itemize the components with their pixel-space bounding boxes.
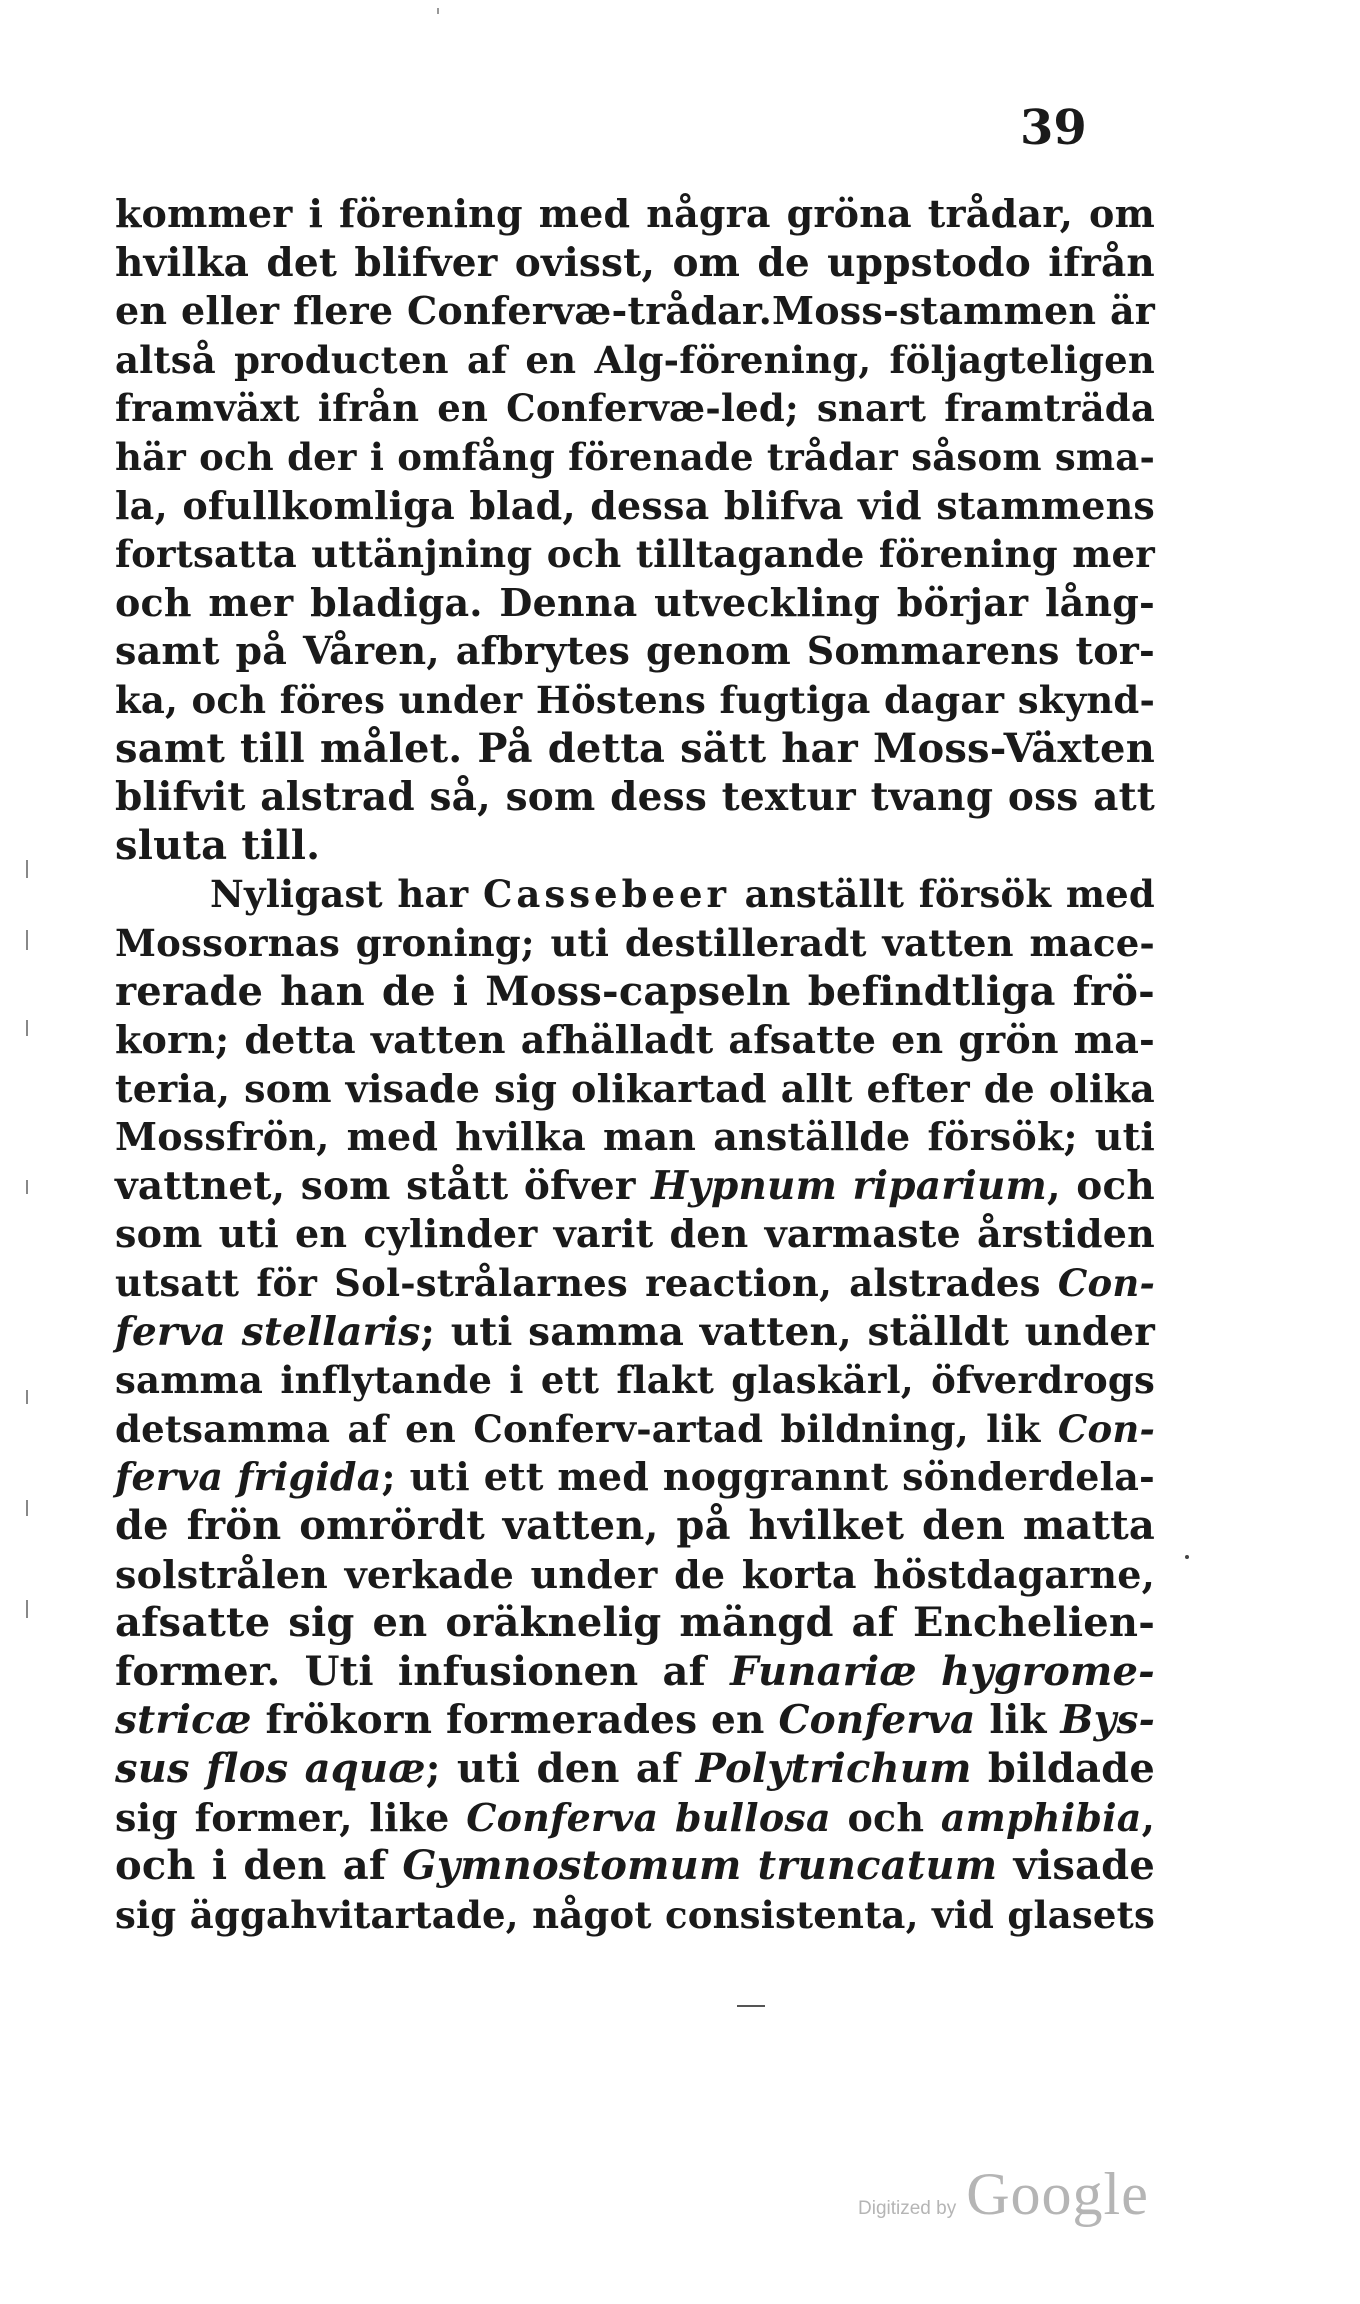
italic-species-name: Con-	[1057, 1261, 1155, 1306]
left-margin-marks	[26, 860, 32, 1660]
watermark-small-text: Digitized by	[858, 2198, 957, 2219]
italic-species-name: ferva stellaris	[115, 1308, 421, 1355]
scan-artifact-mark	[437, 8, 439, 14]
text-line: Mossornas groning; uti destilleradt vatten mace-	[115, 920, 1155, 965]
margin-mark	[26, 1020, 28, 1036]
text-line: rerade han de i Moss-capseln befindtliga frö-	[115, 967, 1155, 1015]
text-line: blifvit alstrad så, som dess textur tvang oss att	[115, 774, 1155, 821]
italic-species-name: ferva frigida	[115, 1454, 382, 1500]
italic-species-name: Bys-	[1060, 1697, 1155, 1744]
footer-mark	[737, 2005, 765, 2007]
text-line: la, ofullkomliga blad, dessa blifva vid stammens	[115, 482, 1155, 528]
text-line: altså producten af en Alg-förening, följagteligen	[115, 337, 1155, 382]
text-line: och i den af Gymnostomum truncatum visade	[115, 1842, 1155, 1890]
text-line: kommer i förening med några gröna trådar, om	[115, 191, 1155, 236]
text-line: sig former, like Conferva bullosa och amphibia,	[115, 1794, 1155, 1840]
text-line: en eller flere Confervæ-trådar.Moss-stammen är	[115, 288, 1155, 334]
spaced-name: Cassebeer	[482, 872, 731, 917]
text-line: här och der i omfång förenade trådar såsom sma-	[115, 434, 1155, 479]
text-line: och mer bladiga. Denna utveckling börjar lång-	[115, 579, 1155, 625]
text-line: vattnet, som stått öfver Hypnum riparium, och	[115, 1162, 1155, 1209]
text-line: afsatte sig en oräknelig mängd af Enchelien-	[115, 1599, 1155, 1647]
text-line: Mossfrön, med hvilka man anställde försök; uti	[115, 1114, 1155, 1160]
italic-species-name: Conferva	[778, 1697, 976, 1744]
text-line: ferva stellaris; uti samma vatten, ställdt under	[115, 1308, 1155, 1355]
page-number: 39	[1020, 100, 1087, 156]
text-line: utsatt för Sol-strålarnes reaction, alstrades Con-	[115, 1261, 1155, 1306]
italic-species-name: Con-	[1057, 1406, 1155, 1451]
text-line: teria, som visade sig olikartad allt efter de olika	[115, 1065, 1155, 1111]
italic-species-name: Conferva bullosa	[466, 1794, 831, 1840]
text-line: som uti en cylinder varit den varmaste årstiden	[115, 1211, 1155, 1257]
italic-species-name: Polytrichum	[695, 1745, 972, 1792]
margin-mark	[26, 1390, 28, 1404]
text-line: samma inflytande i ett flakt glaskärl, öfverdrogs	[115, 1358, 1155, 1403]
text-line: detsamma af en Conferv-artad bildning, lik Con-	[115, 1406, 1155, 1451]
text-line: korn; detta vatten afhälladt afsatte en grön ma-	[115, 1017, 1155, 1063]
text-line: stricæ frökorn formerades en Conferva lik Bys-	[115, 1697, 1155, 1744]
text-line: fortsatta uttänjning och tilltagande förening mer	[115, 532, 1155, 577]
margin-mark	[26, 930, 28, 950]
paragraph-start-line: Nyligast har Cassebeer anställt försök med	[210, 872, 1155, 917]
margin-mark	[26, 1180, 28, 1194]
text-line: ka, och föres under Höstens fugtiga dagar skynd-	[115, 677, 1155, 722]
italic-species-name: Gymnostomum truncatum	[402, 1842, 998, 1890]
italic-species-name: sus flos aquæ	[115, 1745, 426, 1792]
text-line: former. Uti infusionen af Funariæ hygrome-	[115, 1647, 1155, 1695]
text-line: sluta till.	[115, 821, 321, 869]
margin-mark	[26, 1600, 28, 1618]
text-line: framväxt ifrån en Confervæ-led; snart framträda	[115, 386, 1155, 431]
text-line: solstrålen verkade under de korta höstdagarne,	[115, 1551, 1155, 1597]
text-line: samt på Våren, afbrytes genom Sommarens tor-	[115, 628, 1155, 674]
body-text	[115, 190, 1155, 1939]
italic-species-name: stricæ	[115, 1697, 252, 1744]
text-line: ferva frigida; uti ett med noggrannt sönderdela-	[115, 1454, 1155, 1500]
italic-species-name: amphibia	[940, 1794, 1142, 1840]
margin-mark	[26, 860, 28, 878]
italic-species-name: Funariæ hygrome-	[730, 1647, 1155, 1695]
text-line: de frön omrördt vatten, på hvilket den matta	[115, 1502, 1155, 1550]
text-line: samt till målet. På detta sätt har Moss-Växten	[115, 724, 1155, 772]
text-line: sig äggahvitartade, något consistenta, vid glasets	[115, 1892, 1155, 1937]
text-line: sus flos aquæ; uti den af Polytrichum bildade	[115, 1745, 1155, 1792]
italic-species-name: Hypnum riparium	[651, 1162, 1048, 1209]
digitized-watermark	[858, 2160, 1149, 2229]
text-line: hvilka det blifver ovisst, om de uppstodo ifrån	[115, 239, 1155, 286]
scan-artifact-dot	[1185, 1555, 1189, 1559]
watermark-logo-text: Google	[966, 2161, 1149, 2227]
margin-mark	[26, 1500, 28, 1516]
